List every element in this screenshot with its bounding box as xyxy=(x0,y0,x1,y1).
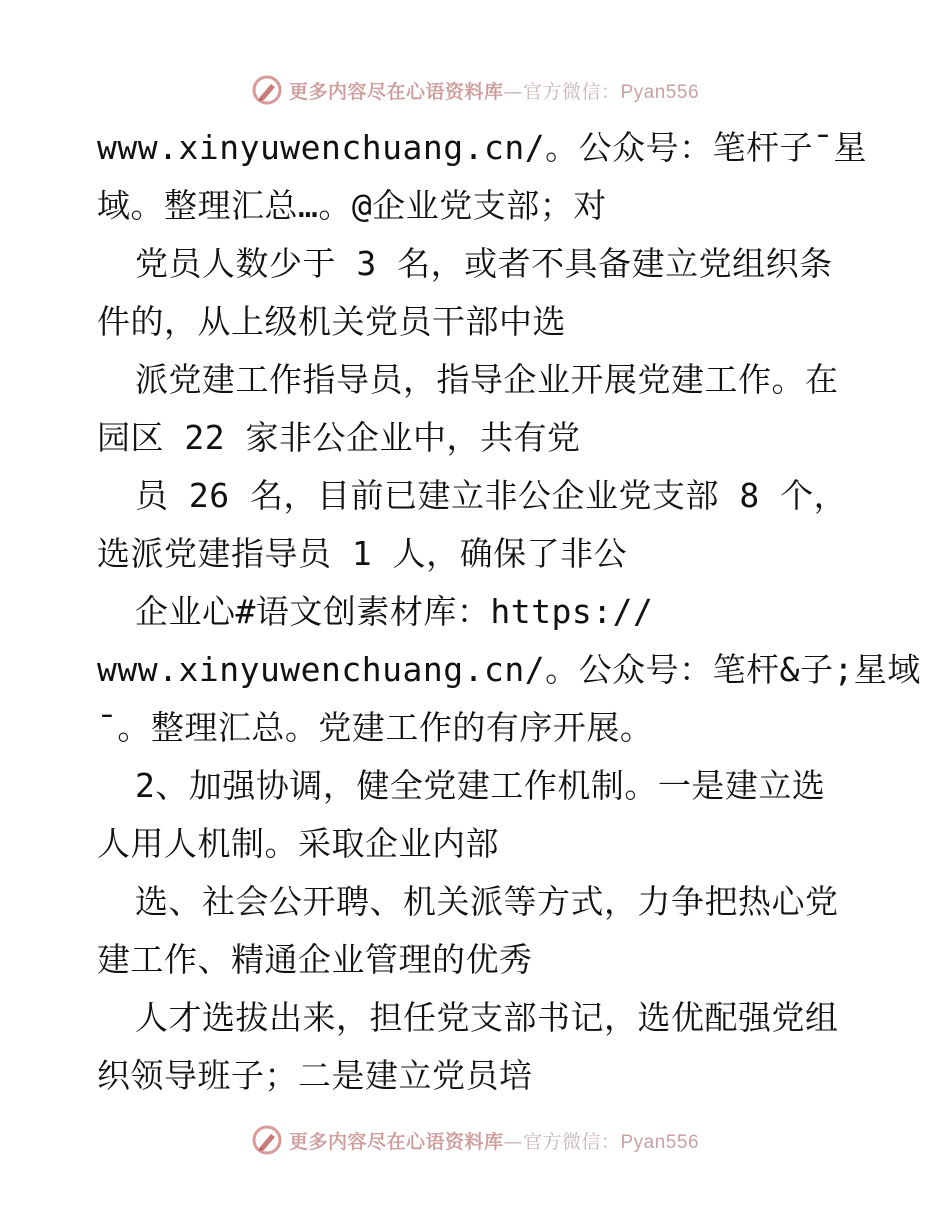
footer-banner xyxy=(0,1120,950,1160)
banner-wechat-id: Pyan556 xyxy=(620,1131,700,1153)
text-line: 域。整理汇总…。@企业党支部；对 xyxy=(97,186,607,225)
text-line: 选派党建指导员 1 人，确保了非公 xyxy=(97,534,628,573)
text-line: ¯。整理汇总。党建工作的有序开展。 xyxy=(97,708,654,747)
banner-dash: — xyxy=(503,1130,523,1153)
text-line: 人用人机制。采取企业内部 xyxy=(97,824,499,863)
text-line: 2、加强协调，健全党建工作机制。一是建立选 xyxy=(135,766,826,805)
banner-label: 官方微信： xyxy=(522,80,621,103)
banner-dash: — xyxy=(503,80,523,103)
banner-brand: 更多内容尽在心语资料库 xyxy=(288,80,504,103)
banner-label: 官方微信： xyxy=(522,1130,621,1153)
text-line: 员 26 名，目前已建立非公企业党支部 8 个， xyxy=(135,476,848,515)
text-line: 件的，从上级机关党员干部中选 xyxy=(97,302,566,341)
text-line: 党员人数少于 3 名，或者不具备建立党组织条 xyxy=(135,244,833,283)
text-line: 人才选拔出来，担任党支部书记，选优配强党组 xyxy=(135,998,839,1037)
text-line: 派党建工作指导员，指导企业开展党建工作。在 xyxy=(135,360,839,399)
text-line: 选、社会公开聘、机关派等方式，力争把热心党 xyxy=(135,882,839,921)
pen-logo-icon xyxy=(251,1124,283,1156)
text-line: 织领导班子；二是建立党员培 xyxy=(97,1056,533,1095)
banner-wechat-id: Pyan556 xyxy=(620,81,700,103)
footer-banner-text xyxy=(289,1127,699,1154)
text-line: www.xinyuwenchuang.cn/。公众号：笔杆子¯星 xyxy=(97,128,867,167)
text-line: 企业心#语文创素材库：https:// xyxy=(135,592,654,631)
text-line: 建工作、精通企业管理的优秀 xyxy=(97,940,533,979)
text-line: 园区 22 家非公企业中，共有党 xyxy=(97,418,581,457)
banner-brand: 更多内容尽在心语资料库 xyxy=(288,1130,504,1153)
text-line: www.xinyuwenchuang.cn/。公众号：笔杆&子;星域 xyxy=(97,650,921,689)
